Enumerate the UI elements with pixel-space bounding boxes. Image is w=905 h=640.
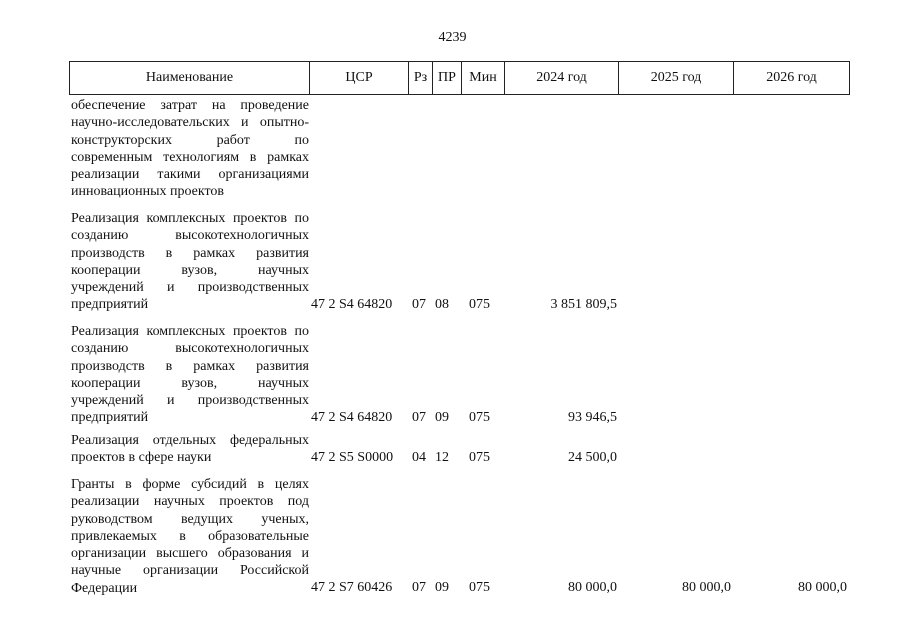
column-header-pr: ПР [433, 62, 462, 94]
row-csr: 47 2 S5 S0000 [311, 450, 394, 465]
table-row [69, 323, 850, 427]
column-header-2026: 2026 год [766, 70, 817, 85]
row-rz: 07 [412, 297, 426, 312]
column-header-name: Наименование [70, 62, 310, 94]
row-min: 075 [469, 297, 490, 312]
row-csr: 47 2 S7 60426 [311, 580, 393, 595]
page-number: 4239 [438, 30, 467, 45]
row-min: 075 [469, 410, 490, 425]
row-pr: 09 [435, 410, 449, 425]
row-rz: 07 [412, 580, 426, 595]
row-pr: 09 [435, 580, 449, 595]
column-header-rz: Рз [409, 62, 433, 94]
column-header-min: Мин [462, 62, 505, 94]
row-min: 075 [469, 450, 490, 465]
row-name: Реализация комплексных проектов по созданию высокотехнологичных производств в рамках развития кооперации вузов, научных учреждений и производственных предприятий [71, 324, 309, 426]
row-csr: 47 2 S4 64820 [311, 297, 393, 312]
row-pr: 08 [435, 297, 449, 312]
row-2025: 80 000,0 [682, 580, 731, 595]
row-pr: 12 [435, 450, 449, 465]
row-2026: 80 000,0 [798, 580, 847, 595]
row-name: Гранты в форме субсидий в целях реализации научных проектов под руководством ведущих ученых, привлекаемых в образовательные организации высшего образования и научные организации Российской Федерации [71, 477, 309, 596]
row-rz: 04 [412, 450, 426, 465]
row-csr: 47 2 S4 64820 [311, 410, 393, 425]
table-row [69, 97, 850, 205]
row-name: Реализация отдельных федеральных проектов в сфере науки [71, 433, 309, 466]
row-min: 075 [469, 580, 490, 595]
row-name: Реализация комплексных проектов по созданию высокотехнологичных производств в рамках развития кооперации вузов, научных учреждений и производственных предприятий [71, 211, 309, 313]
row-2024: 93 946,5 [568, 410, 617, 425]
column-header-2025: 2025 год [619, 62, 734, 94]
row-rz: 07 [412, 410, 426, 425]
column-header-csr: ЦСР [310, 62, 409, 94]
table-row [69, 476, 850, 598]
row-name: обеспечение затрат на проведение научно-исследовательских и опытно-конструкторских работ по современным технологиям в рамках реализации такими организациями инновационных проектов [71, 98, 309, 200]
table-header [69, 61, 850, 95]
row-2024: 24 500,0 [568, 450, 617, 465]
column-header-2024: 2024 год [505, 62, 619, 94]
table-row [69, 210, 850, 314]
row-2024: 3 851 809,5 [550, 297, 617, 312]
row-2024: 80 000,0 [568, 580, 617, 595]
table-row [69, 432, 850, 468]
